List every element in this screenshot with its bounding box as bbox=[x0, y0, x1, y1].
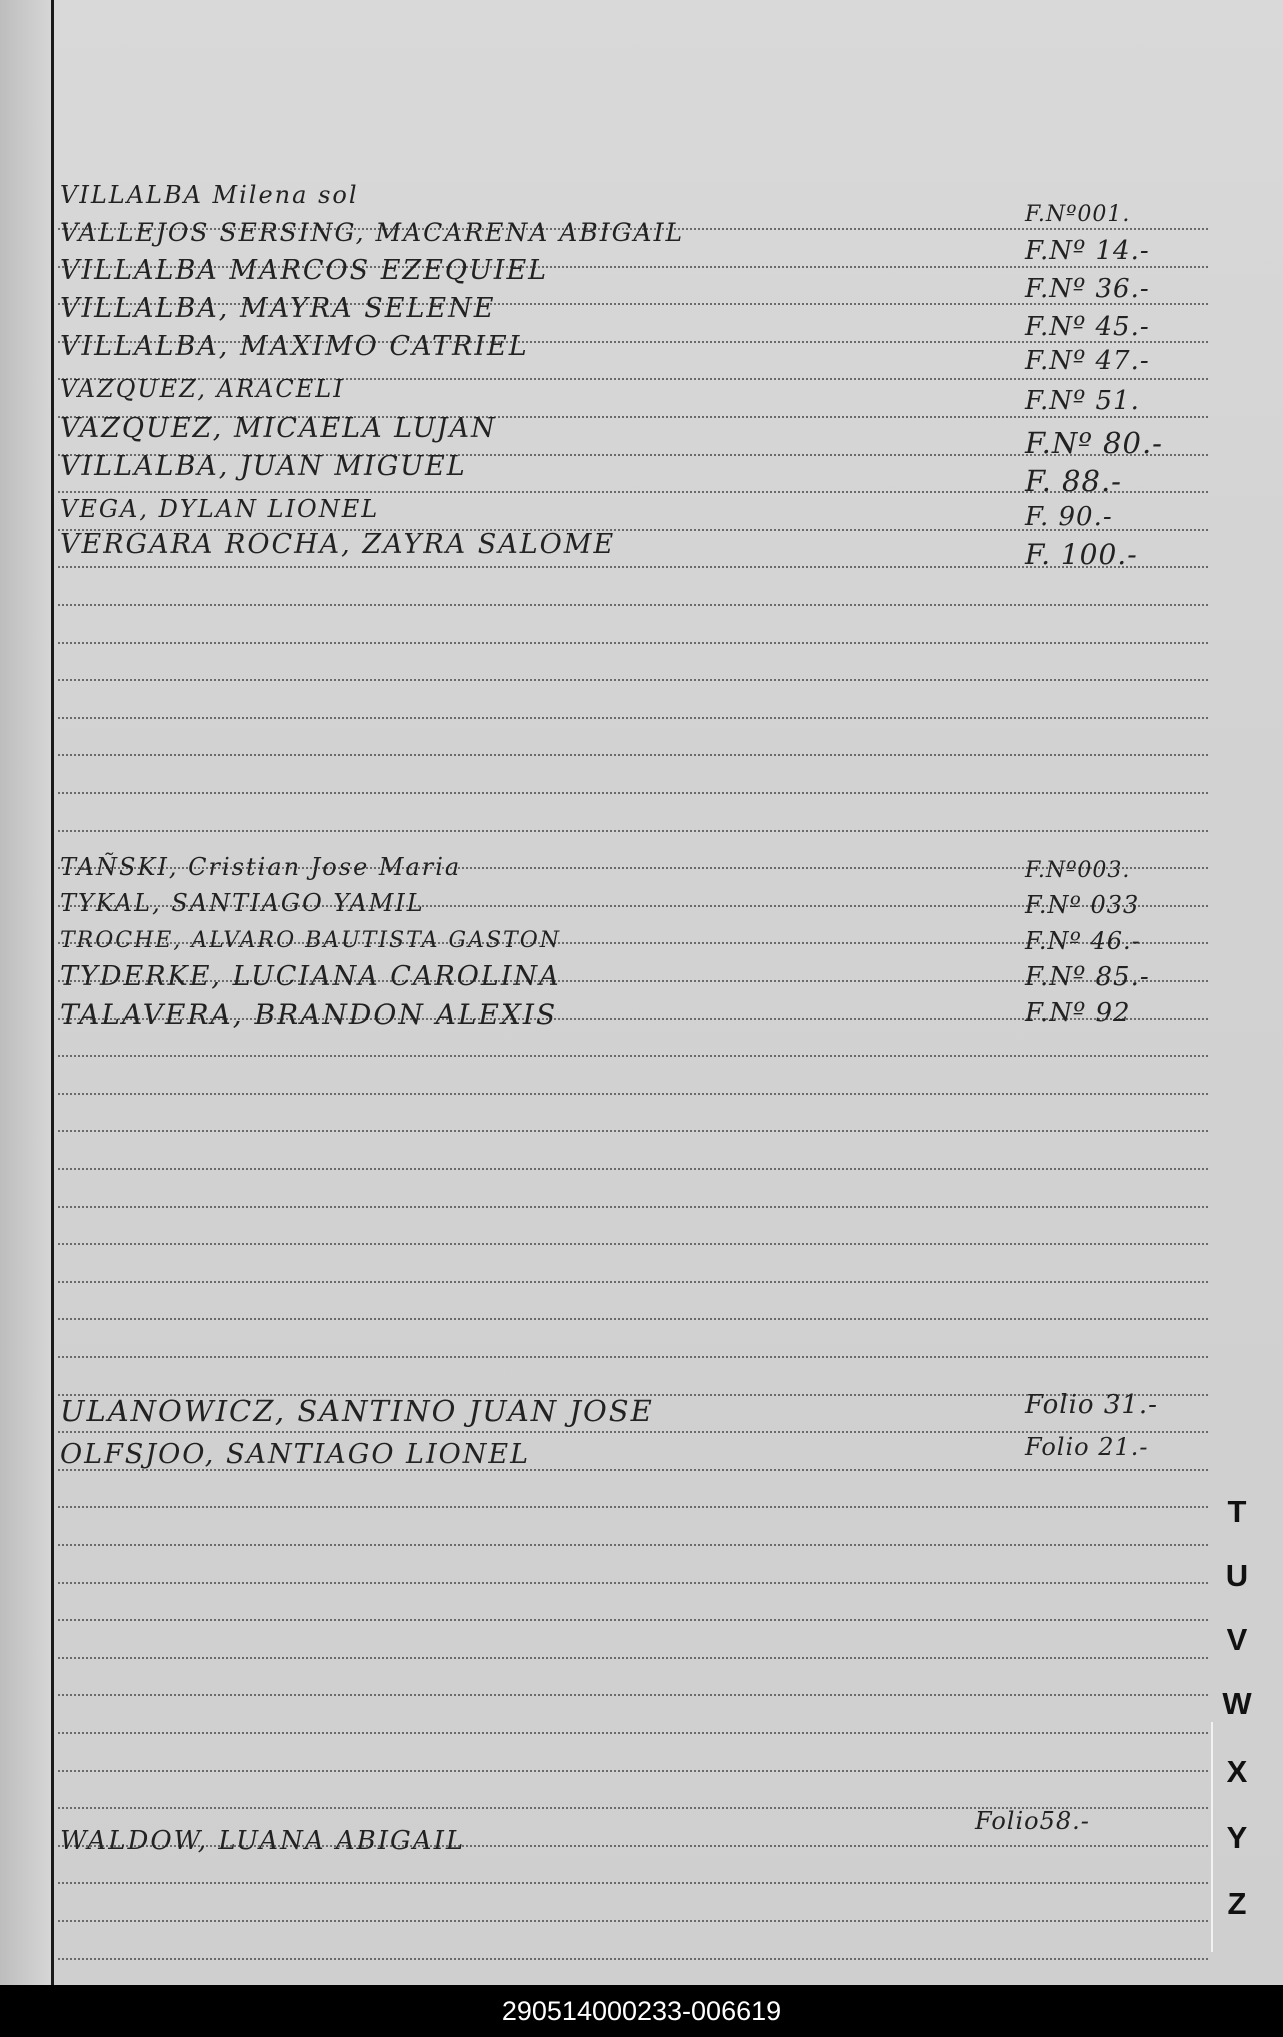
ruled-line bbox=[58, 1206, 1208, 1208]
ruled-line bbox=[58, 1732, 1208, 1734]
entry-folio: F.Nº003. bbox=[1025, 858, 1131, 883]
entry-name: TYKAL, SANTIAGO YAMIL bbox=[60, 889, 425, 917]
entry-folio: Folio 31.- bbox=[1025, 1390, 1158, 1420]
index-tab-z[interactable]: Z bbox=[1227, 1886, 1247, 1921]
margin-rule bbox=[51, 0, 54, 1985]
entry-folio: Folio58.- bbox=[975, 1807, 1090, 1835]
entry-name: VALLEJOS SERSING, MACARENA ABIGAIL bbox=[60, 218, 685, 247]
ruled-line bbox=[58, 1958, 1208, 1960]
entry-folio: F.Nº 46.- bbox=[1025, 927, 1141, 955]
index-tab-y[interactable]: Y bbox=[1226, 1820, 1248, 1855]
document-id: 290514000233-006619 bbox=[501, 1996, 782, 2026]
entry-folio: F.Nº 51. bbox=[1025, 386, 1140, 416]
entry-name: VILLALBA, MAYRA SELENE bbox=[60, 293, 496, 324]
entry-folio: F. 88.- bbox=[1025, 464, 1122, 498]
entry-name: VILLALBA Milena sol bbox=[60, 181, 359, 209]
entry-folio: F.Nº 033 bbox=[1025, 891, 1140, 919]
ruled-line bbox=[58, 1281, 1208, 1283]
entry-folio: F. 90.- bbox=[1025, 502, 1113, 532]
entry-name: OLFSJOO, SANTIAGO LIONEL bbox=[60, 1439, 531, 1470]
ruled-line bbox=[58, 1318, 1208, 1320]
ruled-line bbox=[58, 717, 1208, 719]
entry-name: VEGA, DYLAN LIONEL bbox=[60, 495, 380, 523]
ruled-line bbox=[58, 1243, 1208, 1245]
ruled-line bbox=[58, 1657, 1208, 1659]
entry-name: WALDOW, LUANA ABIGAIL bbox=[60, 1826, 466, 1856]
ruled-line bbox=[58, 1582, 1208, 1584]
entry-folio: F.Nº 47.- bbox=[1025, 346, 1150, 376]
ruled-line bbox=[58, 1770, 1208, 1772]
index-tab-w[interactable]: W bbox=[1222, 1686, 1252, 1721]
ruled-line bbox=[58, 1130, 1208, 1132]
ruled-line bbox=[58, 1920, 1208, 1922]
ruled-line bbox=[58, 604, 1208, 606]
entry-name: VAZQUEZ, ARACELI bbox=[60, 375, 345, 403]
entry-folio: F.Nº 45.- bbox=[1025, 312, 1150, 342]
entry-name: TROCHE, ALVARO BAUTISTA GASTON bbox=[60, 928, 561, 953]
entry-folio: F.Nº 36.- bbox=[1025, 274, 1150, 304]
entry-name: TYDERKE, LUCIANA CAROLINA bbox=[60, 961, 561, 992]
entry-name: ULANOWICZ, SANTINO JUAN JOSE bbox=[60, 1394, 654, 1428]
entry-name: TAÑSKI, Cristian Jose Maria bbox=[60, 853, 462, 881]
ruled-line bbox=[58, 1544, 1208, 1546]
entry-folio: F.Nº 85.- bbox=[1025, 962, 1150, 992]
entry-folio: F.Nº 80.- bbox=[1025, 426, 1163, 460]
entry-name: TALAVERA, BRANDON ALEXIS bbox=[60, 998, 558, 1031]
ruled-line bbox=[58, 754, 1208, 756]
ruled-line bbox=[58, 1882, 1208, 1884]
entry-folio: F. 100.- bbox=[1025, 538, 1138, 571]
entry-folio: F.Nº 14.- bbox=[1025, 236, 1150, 266]
alphabet-index-tabs bbox=[1210, 1480, 1270, 1940]
ruled-line bbox=[58, 642, 1208, 644]
ruled-line bbox=[58, 1506, 1208, 1508]
entry-folio: F.Nº 92 bbox=[1025, 998, 1131, 1028]
ruled-line bbox=[58, 679, 1208, 681]
scan-footer bbox=[0, 1985, 1283, 2037]
page-edge bbox=[0, 0, 51, 1985]
index-tab-t[interactable]: T bbox=[1227, 1494, 1247, 1529]
ruled-line bbox=[58, 1168, 1208, 1170]
index-tab-v[interactable]: V bbox=[1226, 1622, 1248, 1657]
entry-name: VAZQUEZ, MICAELA LUJAN bbox=[60, 413, 497, 444]
entry-folio: Folio 21.- bbox=[1025, 1433, 1149, 1461]
ruled-line bbox=[58, 792, 1208, 794]
entry-name: VILLALBA, JUAN MIGUEL bbox=[60, 451, 467, 482]
ruled-line bbox=[58, 1356, 1208, 1358]
index-tab-x[interactable]: X bbox=[1226, 1754, 1248, 1789]
ruled-line bbox=[58, 1694, 1208, 1696]
entry-folio: F.Nº001. bbox=[1025, 202, 1131, 227]
ruled-line bbox=[58, 1055, 1208, 1057]
entry-name: VERGARA ROCHA, ZAYRA SALOME bbox=[60, 529, 616, 560]
entry-name: VILLALBA, MAXIMO CATRIEL bbox=[60, 331, 529, 362]
ruled-line bbox=[58, 1093, 1208, 1095]
ruled-line bbox=[58, 830, 1208, 832]
entry-name: VILLALBA MARCOS EZEQUIEL bbox=[60, 255, 549, 286]
index-tab-u[interactable]: U bbox=[1225, 1558, 1249, 1593]
ruled-line bbox=[58, 1619, 1208, 1621]
